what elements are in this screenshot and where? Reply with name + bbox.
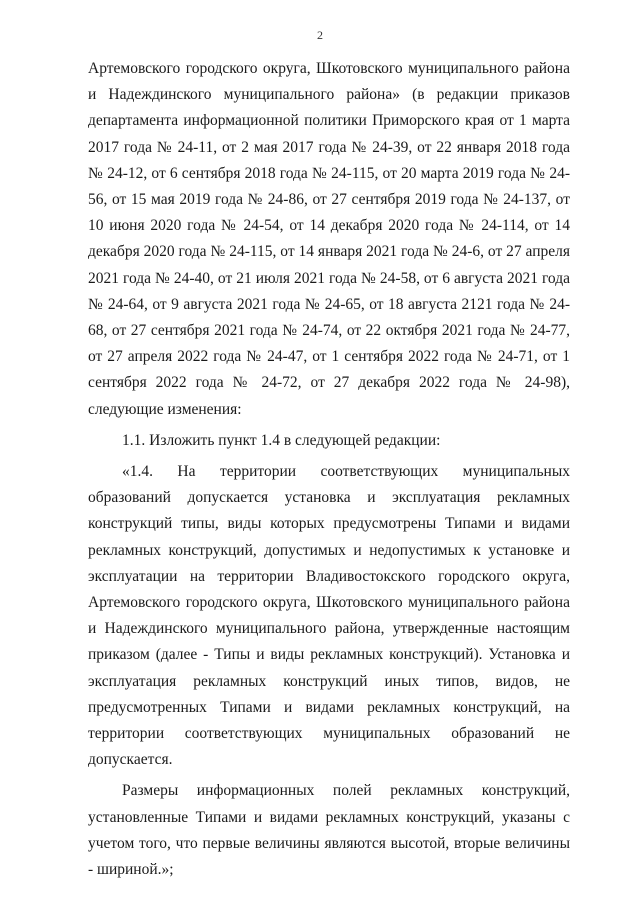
paragraph-amendment-list: Артемовского городского округа, Шкотовского муниципального района и Надеждинского муниципального района» (в редакции приказов департамента информационной политики Приморского края от 1 марта 2017 года № 24-11, от 2 мая 2017 года № 24-39, от 22 января 2018 года № 24-12, от 6 сентября 2018 года № 24-115, от 20 марта 2019 года № 24-56, от 15 мая 2019 года № 24-86, от 27 сентября 2019 года № 24-137, от 10 июня 2020 года № 24-54, от 14 декабря 2020 года № 24-114, от 14 декабря 2020 года № 24-115, от 14 января 2021 года № 24-6, от 27 апреля 2021 года № 24-40, от 21 июля 2021 года № 24-58, от 6 августа 2021 года № 24-64, от 9 августа 2021 года № 24-65, от 18 августа 2121 года № 24-68, от 27 сентября 2021 года № 24-74, от 22 октября 2021 года № 24-77, от 27 апреля 2022 года № 24-47, от 1 сентября 2022 года № 24-71, от 1 сентября 2022 года № 24-72, от 27 декабря 2022 года № 24-98), следующие изменения: <box>88 60 570 418</box>
page-number: 2 <box>317 28 323 42</box>
paragraph-item-1-4: «1.4. На территории соответствующих муниципальных образований допускается установка и эксплуатация рекламных конструкций типы, виды которых предусмотрены Типами и видами рекламных конструкций, допустимых и недопустимых к установке и эксплуатации на территории Владивостокского городского округа, Артемовского городского округа, Шкотовского муниципального района и Надеждинского муниципального района, утвержденные настоящим приказом (далее - Типы и виды рекламных конструкций). Установка и эксплуатация рекламных конструкций иных типов, видов, не предусмотренных Типами и видами рекламных конструкций, на территории соответствующих муниципальных образований не допускается. <box>88 463 570 769</box>
document-body <box>88 56 570 883</box>
paragraph-sizes: Размеры информационных полей рекламных конструкций, установленные Типами и видами рекламных конструкций, указаны с учетом того, что первые величины являются высотой, вторые величины - шириной.»; <box>88 782 570 879</box>
paragraph-subitem-1-1: 1.1. Изложить пункт 1.4 в следующей редакции: <box>122 431 441 449</box>
